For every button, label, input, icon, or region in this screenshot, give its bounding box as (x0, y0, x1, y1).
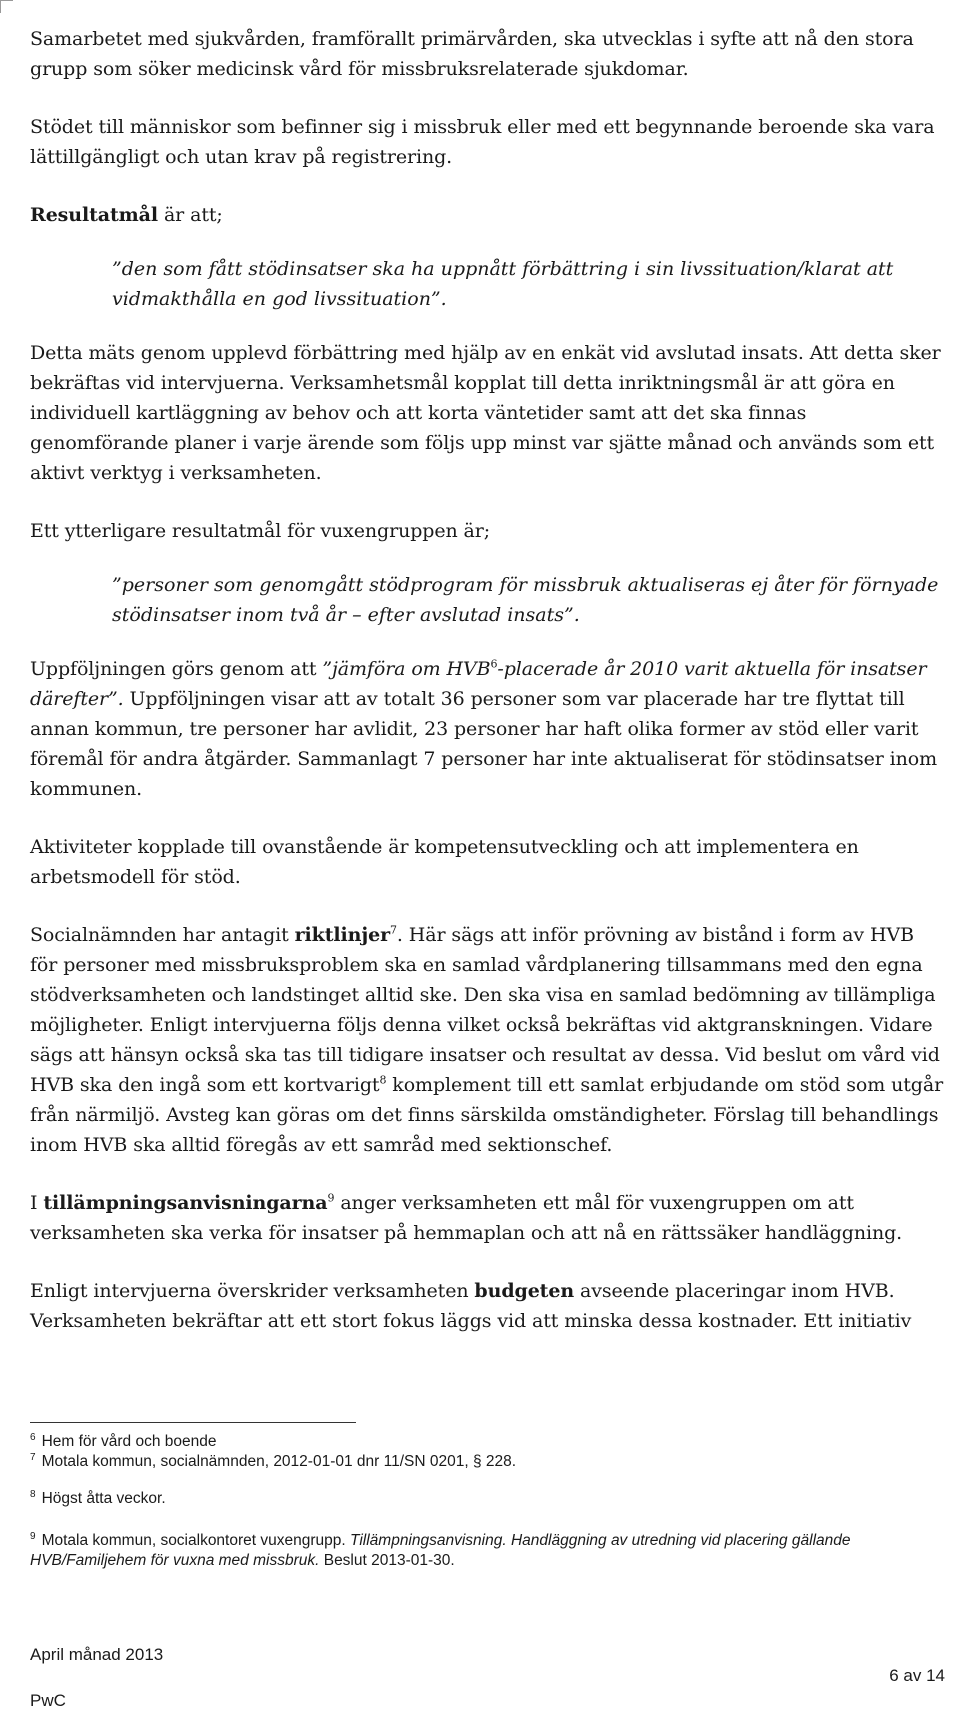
paragraph-additional-goal: Ett ytterligare resultatmål för vuxengruppen är; (30, 520, 491, 542)
follow-up-result: Uppföljningen visar att av totalt 36 personer som var placerade har tre flyttat till annan kommun, tre personer har avlidit, 23 personer har haft olika former av stöd eller varit föremål för andra åtgärder. Sammanlagt 7 personer har inte aktualiserat för stödinsatser inom kommunen. (30, 688, 938, 800)
instructions-term: tillämpningsanvisningarna (43, 1192, 328, 1214)
guidelines-tail: komplement till ett samlat erbjudande om stöd som utgår från närmiljö. Avsteg kan göras om det finns särskilda omständigheter. Förslag till behandlings inom HVB ska alltid föregås av ett samråd med sektionschef. (30, 1074, 944, 1156)
paragraph-result-goal-intro (30, 200, 945, 230)
paragraph-follow-up (30, 654, 945, 804)
footer-company: PwC (30, 1691, 66, 1710)
follow-up-lead: Uppföljningen görs genom att (30, 658, 323, 680)
guidelines-term: riktlinjer (294, 924, 391, 946)
footnote-7-number: 7 (30, 1451, 36, 1463)
footnote-6-text: Hem för vård och boende (41, 1433, 217, 1450)
footnote-7-text: Motala kommun, socialnämnden, 2012-01-01 dnr 11/SN 0201, § 228. (41, 1453, 517, 1470)
paragraph-guidelines (30, 920, 945, 1160)
footnote-9-source: Motala kommun, socialkontoret vuxengrupp. (41, 1532, 350, 1549)
footnotes (30, 1432, 940, 1571)
quote-result-goal-1: ”den som fått stödinsatser ska ha uppnått förbättring i sin livssituation/klarat att vidmakthålla en god livssituation”. (112, 258, 894, 310)
footnote-9 (30, 1531, 940, 1571)
guidelines-lead: Socialnämnden har antagit (30, 924, 295, 946)
budget-term: budgeten (474, 1280, 575, 1302)
paragraph-instructions (30, 1188, 945, 1248)
footnote-7 (30, 1452, 940, 1472)
footnote-8-text: Högst åtta veckor. (41, 1490, 166, 1507)
footnote-9-title: Tillämpningsanvisning. Handläggning av utredning vid placering gällande HVB/Familjehem för vuxna med missbruk. (30, 1532, 851, 1569)
footer-left (30, 1642, 163, 1734)
footnote-8 (30, 1489, 940, 1509)
paragraph-primary-care: Samarbetet med sjukvården, framförallt primärvården, ska utvecklas i syfte att nå den stora grupp som söker medicinsk vård för missbruksrelaterade sjukdomar. (30, 28, 914, 80)
footnote-9-number: 9 (30, 1530, 36, 1542)
instructions-body: anger verksamheten ett mål för vuxengruppen om att verksamheten ska verka för insatser på hemmaplan och att nå en rättssäker handläggning. (30, 1192, 903, 1244)
follow-up-quote-b: -placerade år 2010 varit aktuella för insatser därefter”. (30, 658, 927, 710)
paragraph-accessibility: Stödet till människor som befinner sig i missbruk eller med ett begynnande beroende ska vara lättillgängligt och utan krav på registrering. (30, 116, 935, 168)
follow-up-quote-a: ”jämföra om HVB (322, 658, 491, 680)
footnote-ref-9: 9 (327, 1191, 335, 1205)
footer-date: April månad 2013 (30, 1645, 164, 1664)
footnote-8-number: 8 (30, 1488, 36, 1500)
guidelines-body: . Här sägs att inför prövning av bistånd i form av HVB för personer med missbruksproblem ska en samlad vårdplanering tillsammans med den egna stödverksamheten och landstinget alltid ske. Den ska visa en samlad bedömning av tillämpliga möjligheter. Enligt intervjuerna följs denna vilket också bekräftas vid aktgranskningen. Vidare sägs att hänsyn också ska tas till tidigare insatser och resultat av dessa. Vid beslut om vård vid HVB ska den ingå som ett kortvarigt (30, 924, 940, 1096)
footnote-ref-6: 6 (490, 657, 498, 671)
paragraph-budget (30, 1276, 945, 1336)
footnote-6 (30, 1432, 940, 1452)
footnote-ref-8: 8 (379, 1073, 387, 1087)
budget-body: avseende placeringar inom HVB. Verksamheten bekräftar att ett stort fokus läggs vid att minska dessa kostnader. Ett initiativ (30, 1280, 912, 1332)
footnote-9-decision: Beslut 2013-01-30. (319, 1552, 455, 1569)
page-number: 6 av 14 (889, 1666, 945, 1685)
instructions-lead: I (30, 1192, 44, 1214)
document-page (30, 24, 945, 1336)
paragraph-measurement: Detta mäts genom upplevd förbättring med hjälp av en enkät vid avslutad insats. Att detta sker bekräftas vid intervjuerna. Verksamhetsmål kopplat till detta inriktningsmål är att göra en individuell kartläggning av behov och att korta väntetider samt att det ska finnas genomförande planer i varje ärende som följs upp minst var sjätte månad och används som ett aktivt verktyg i verksamheten. (30, 342, 941, 484)
paragraph-activities: Aktiviteter kopplade till ovanstående är kompetensutveckling och att implementera en arbetsmodell för stöd. (30, 836, 859, 888)
budget-lead: Enligt intervjuerna överskrider verksamheten (30, 1280, 475, 1302)
footnote-separator (30, 1422, 356, 1423)
result-goal-rest: är att; (158, 204, 223, 226)
page-corner-mark (0, 0, 13, 13)
footnote-ref-7: 7 (390, 923, 397, 937)
result-goal-term: Resultatmål (30, 204, 159, 226)
footnote-6-number: 6 (30, 1431, 36, 1443)
quote-result-goal-2: ”personer som genomgått stödprogram för missbruk aktualiseras ej åter för förnyade stödinsatser inom två år – efter avslutad insats”. (112, 574, 939, 626)
